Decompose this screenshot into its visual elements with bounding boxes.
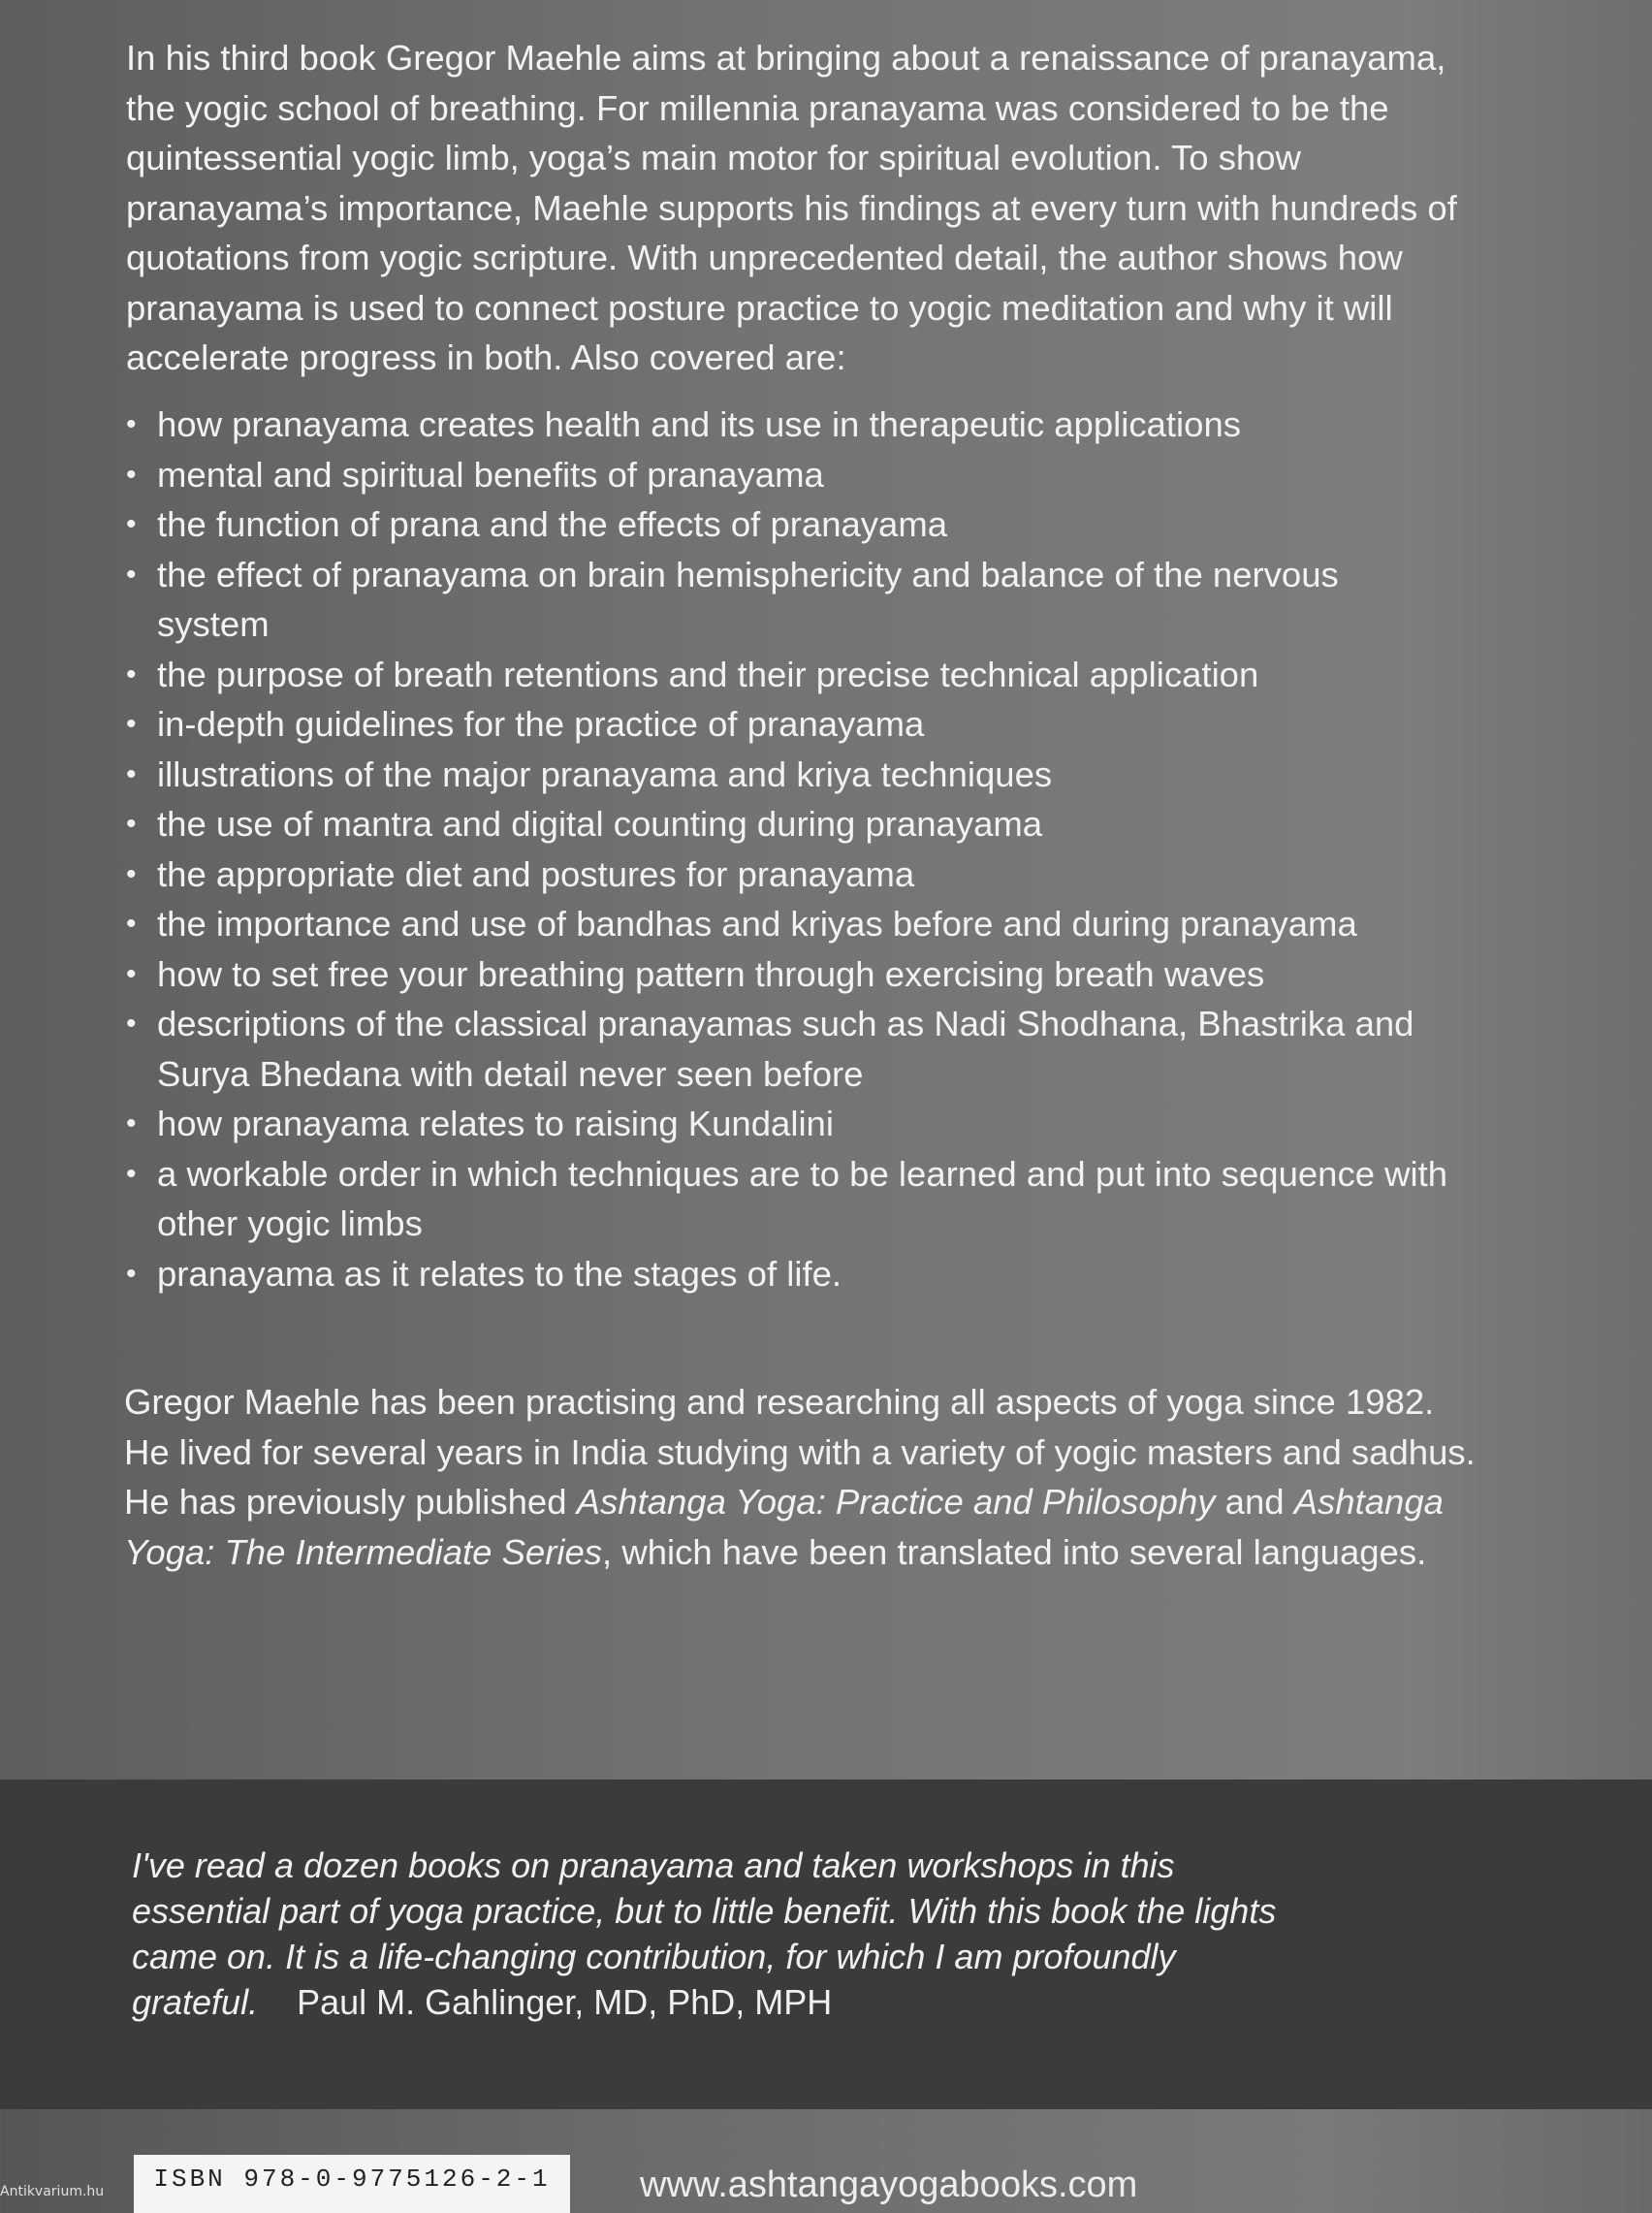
- bullet-icon: •: [126, 1257, 137, 1290]
- author-bio: Gregor Maehle has been practising and researching all aspects of yoga since 1982. He lived for several years in India studying with a variety of yogic masters and sadhus. He has previously published Ashtanga Yoga: Practice and Philosophy and Ashtanga Yoga: The Intermediate Series, which have been translated into several languages.: [124, 1382, 1476, 1572]
- list-item: • the purpose of breath retentions and their precise technical application: [126, 650, 1503, 700]
- bullet-icon: •: [126, 857, 137, 890]
- list-item: • illustrations of the major pranayama and kriya techniques: [126, 750, 1503, 800]
- list-item: • the function of prana and the effects of pranayama: [126, 499, 1503, 550]
- list-item: • how pranayama creates health and its use in therapeutic applications: [126, 400, 1503, 450]
- list-item: • in-depth guidelines for the practice of pranayama: [126, 699, 1503, 750]
- testimonial-quote: I've read a dozen books on pranayama and taken workshops in this essential part of yoga practice, but to little benefit. With this book the lights came on. It is a life-changing contribution, for which I am profoundly grateful. Paul M. Gahlinger, MD, PhD, MPH: [132, 1845, 1277, 2022]
- list-item: • mental and spiritual benefits of pranayama: [126, 450, 1503, 500]
- intro-paragraph: In his third book Gregor Maehle aims at bringing about a renaissance of pranayama, the yogic school of breathing. For millennia pranayama was considered to be the quintessential yogic limb, yoga’s main motor for spiritual evolution. To show pranayama’s importance, Maehle supports his findings at every turn with hundreds of quotations from yogic scripture. With unprecedented detail, the author shows how pranayama is used to connect posture practice to yogic meditation and why it will accelerate progress in both. Also covered are:: [126, 38, 1457, 377]
- bullet-icon: •: [126, 908, 137, 940]
- testimonial-author: Paul M. Gahlinger, MD, PhD, MPH: [297, 1982, 833, 2022]
- list-item: • pranayama as it relates to the stages of life.: [126, 1249, 1503, 1299]
- watermark: Antikvarium.hu: [0, 2184, 105, 2199]
- bullet-icon: •: [126, 708, 137, 740]
- isbn-label: ISBN 978-0-9775126-2-1: [134, 2155, 570, 2213]
- list-item: • a workable order in which techniques are to be learned and put into sequence with other yogic limbs: [126, 1149, 1503, 1249]
- list-item: • the appropriate diet and postures for pranayama: [126, 850, 1503, 900]
- bullet-icon: •: [126, 1157, 137, 1190]
- list-item: • descriptions of the classical pranayamas such as Nadi Shodhana, Bhastrika and Surya Bhedana with detail never seen before: [126, 999, 1503, 1099]
- bullet-icon: •: [126, 957, 137, 990]
- bullet-icon: •: [126, 508, 137, 540]
- list-item: • the importance and use of bandhas and kriyas before and during pranayama: [126, 899, 1503, 949]
- list-item: • the use of mantra and digital counting during pranayama: [126, 799, 1503, 850]
- bullet-icon: •: [126, 757, 137, 790]
- book-title: Ashtanga Yoga: Practice and Philosophy: [576, 1482, 1216, 1522]
- book-title: Ashtanga Yoga: The Intermediate Series: [124, 1482, 1444, 1572]
- bullet-icon: •: [126, 1107, 137, 1139]
- website-url: www.ashtangayogabooks.com: [640, 2165, 1138, 2205]
- list-item: • how pranayama relates to raising Kundalini: [126, 1099, 1503, 1149]
- covered-topics-list: [126, 400, 1503, 1299]
- bullet-icon: •: [126, 408, 137, 440]
- bullet-icon: •: [126, 558, 137, 591]
- list-item: • the effect of pranayama on brain hemisphericity and balance of the nervous system: [126, 550, 1503, 650]
- bullet-icon: •: [126, 1008, 137, 1040]
- bullet-icon: •: [126, 657, 137, 690]
- list-item: • how to set free your breathing pattern through exercising breath waves: [126, 949, 1503, 1000]
- bullet-icon: •: [126, 808, 137, 840]
- bullet-icon: •: [126, 458, 137, 491]
